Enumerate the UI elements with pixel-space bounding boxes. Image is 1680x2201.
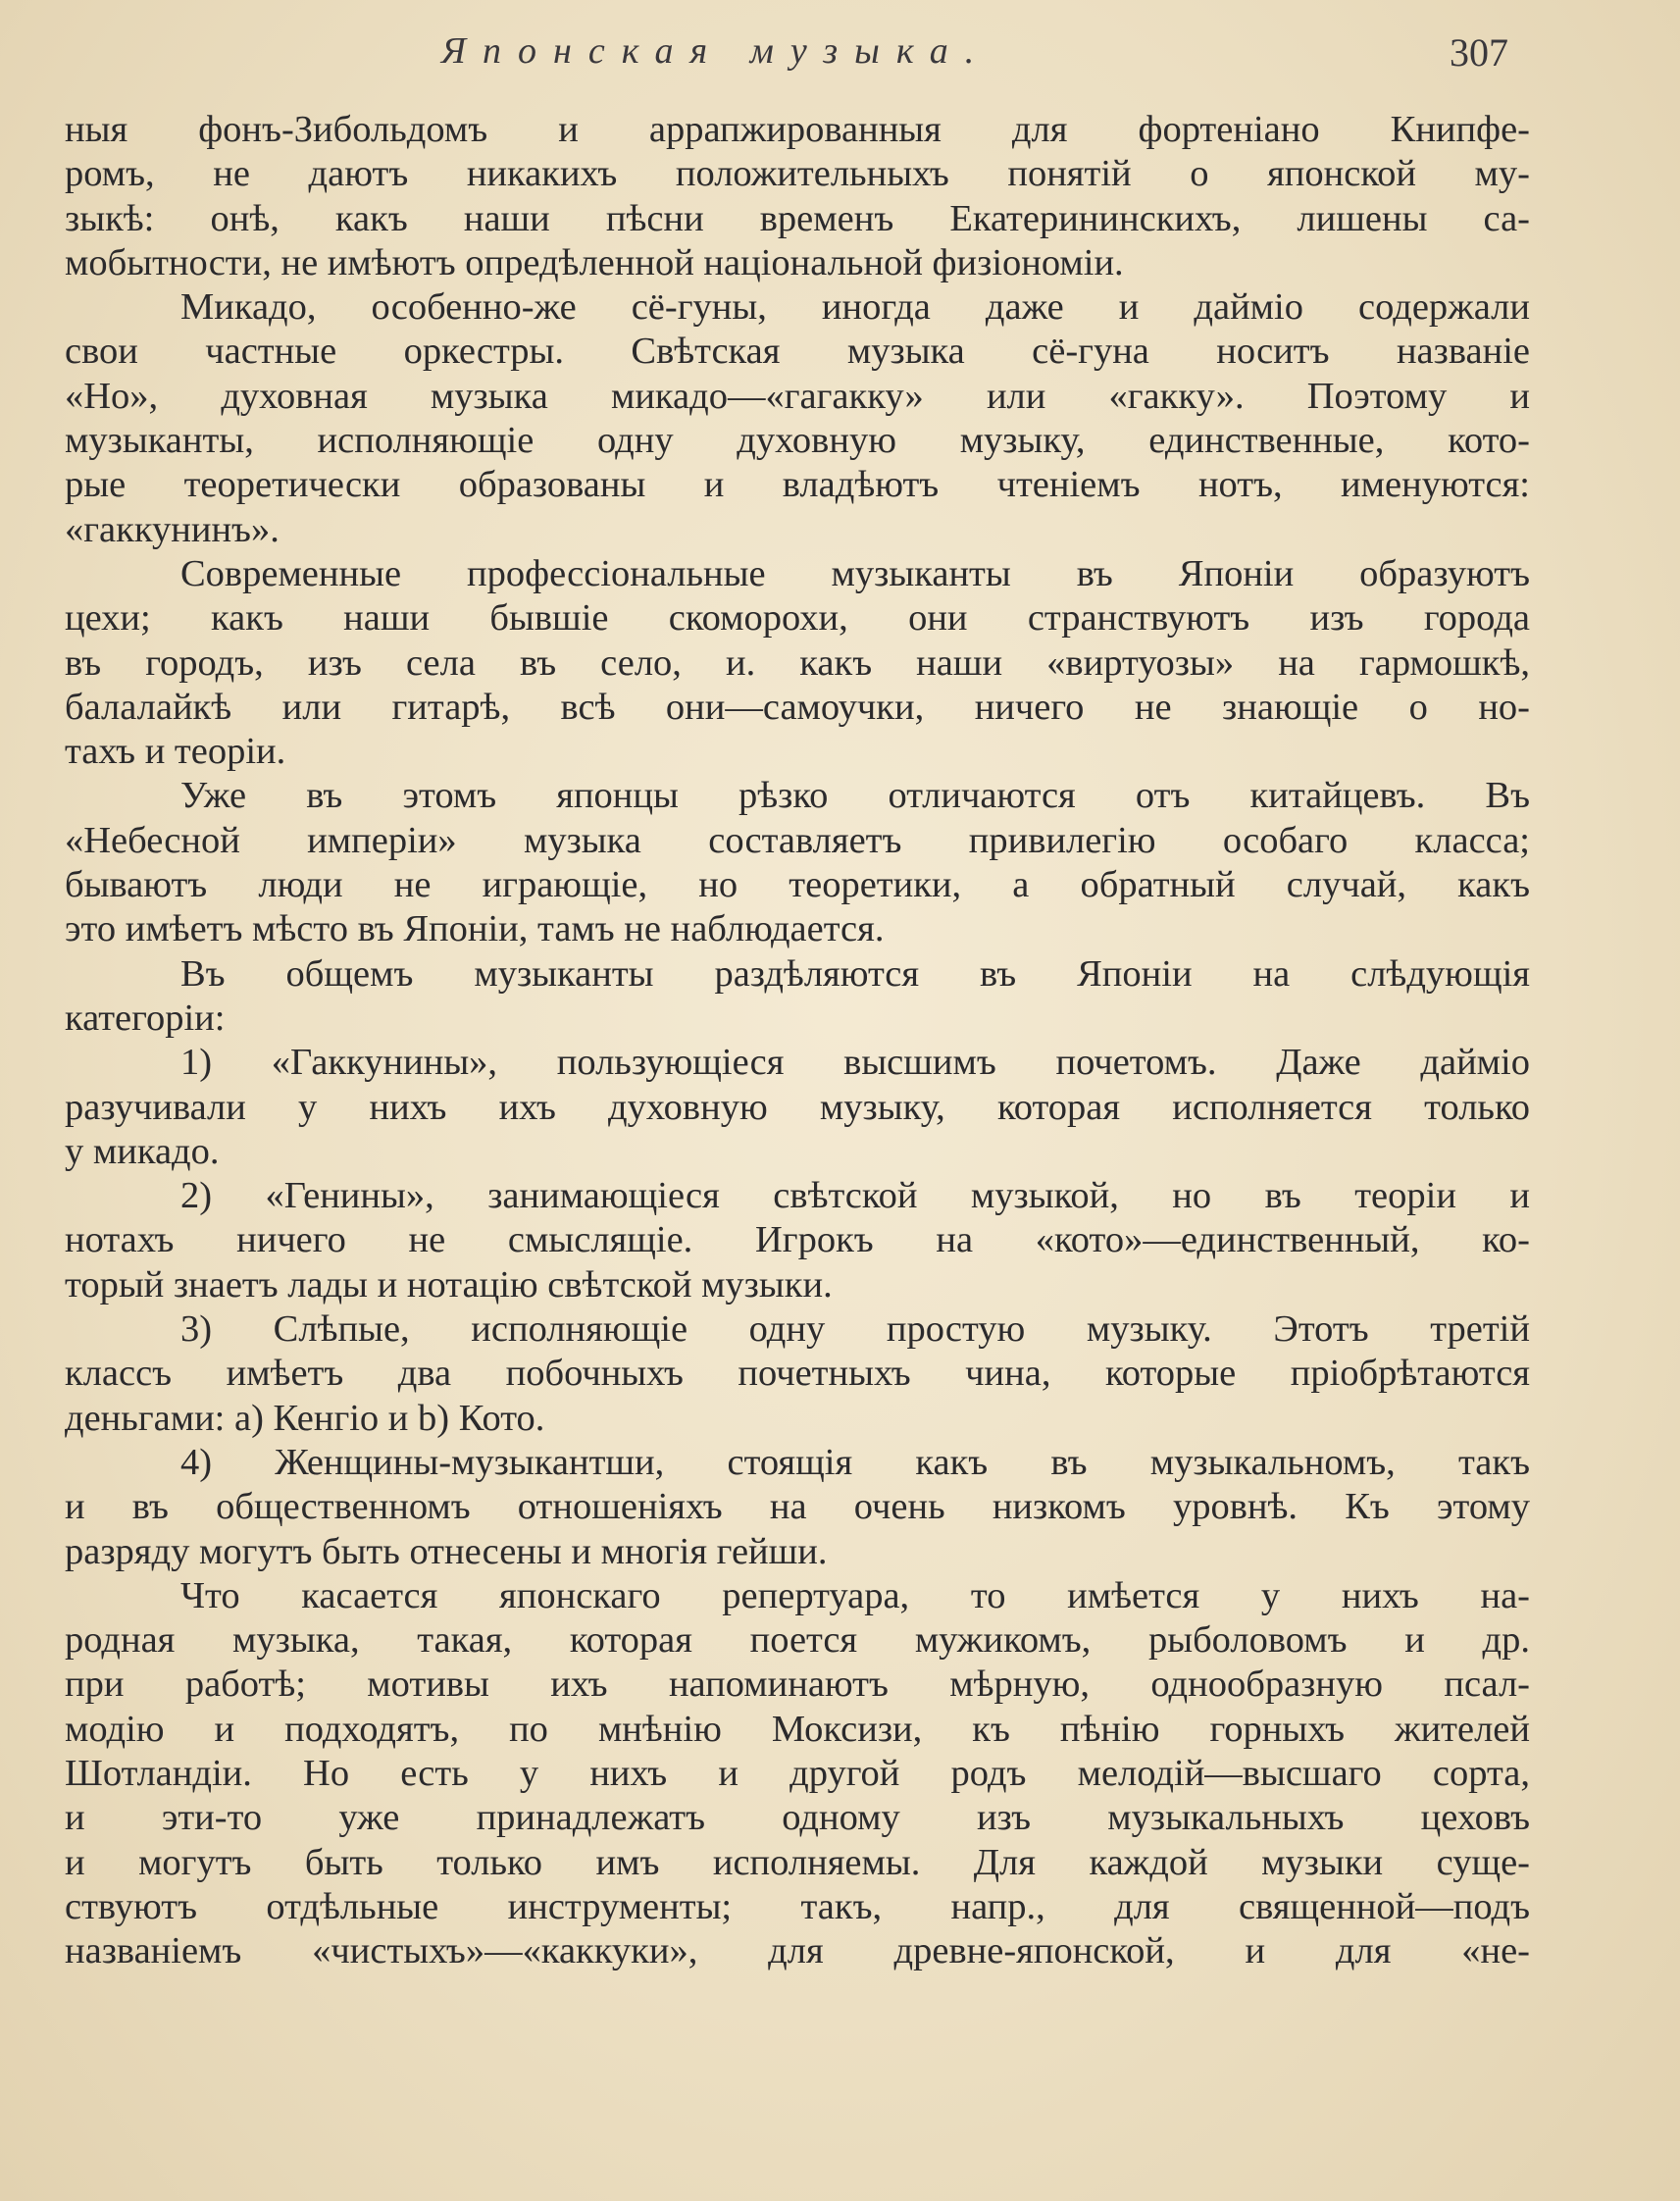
running-head-title: Японская музыка. (441, 30, 992, 72)
text-line: торый знаетъ лады и нотацію свѣтской музыки. (65, 1263, 833, 1305)
text-line: ныя фонъ-Зибольдомъ и аррапжированныя для фортеніано Книпфе- (65, 109, 1530, 150)
text-line: въ городъ, изъ села въ село, и. какъ наши «виртуозы» на гармошкѣ, (65, 641, 1530, 684)
text-line: 2) «Генины», занимающіеся свѣтской музыкой, но въ теоріи и (180, 1175, 1530, 1217)
text-line: и въ общественномъ отношеніяхъ на очень низкомъ уровнѣ. Къ этому (65, 1486, 1530, 1528)
text-line: свои частные оркестры. Свѣтская музыка сё-гуна носитъ названіе (65, 331, 1530, 373)
text-line: зыкѣ: онѣ, какъ наши пѣсни временъ Екатерининскихъ, лишены са- (65, 197, 1530, 239)
text-line: 4) Женщины-музыкантши, стоящія какъ въ музыкальномъ, такъ (180, 1441, 1530, 1483)
text-line: балалайкѣ или гитарѣ, всѣ они—самоучки, ничего не знающіе о но- (65, 686, 1530, 728)
text-line: рые теоретически образованы и владѣютъ чтеніемъ нотъ, именуются: (65, 464, 1530, 506)
text-line: и эти-то уже принадлежатъ одному изъ музыкальныхъ цеховъ (65, 1797, 1530, 1839)
text-line: ромъ, не даютъ никакихъ положительныхъ понятій о японской му- (65, 153, 1530, 195)
text-line: Шотландіи. Но есть у нихъ и другой родъ мелодій—высшаго сорта, (65, 1752, 1530, 1794)
text-line: Въ общемъ музыканты раздѣляются въ Японіи на слѣдующія (180, 952, 1530, 995)
text-line: «Небесной имперіи» музыка составляетъ привилегію особаго класса; (65, 819, 1530, 861)
page-number: 307 (1450, 30, 1508, 75)
text-line: это имѣетъ мѣсто въ Японіи, тамъ не наблюдается. (65, 908, 885, 950)
text-line: Что касается японскаго репертуара, то имѣется у нихъ на- (180, 1574, 1530, 1616)
text-line: и могутъ быть только имъ исполняемы. Для каждой музыки суще- (65, 1841, 1530, 1883)
body-text (65, 108, 1530, 1973)
text-line: классъ имѣетъ два побочныхъ почетныхъ чина, которые пріобрѣтаются (65, 1353, 1530, 1395)
text-line: тахъ и теоріи. (65, 731, 286, 773)
text-line: цехи; какъ наши бывшіе скоморохи, они странствуютъ изъ города (65, 597, 1530, 640)
text-line: деньгами: a) Кенгіо и b) Кото. (65, 1397, 545, 1439)
running-head (0, 29, 1680, 78)
text-line: бываютъ люди не играющіе, но теоретики, а обратный случай, какъ (65, 864, 1530, 906)
text-line: ствуютъ отдѣльные инструменты; такъ, напр., для священной—подъ (65, 1885, 1530, 1927)
text-line: Микадо, особенно-же сё-гуны, иногда даже и дайміо содержали (180, 286, 1530, 329)
text-line: Современные профессіональные музыканты въ Японіи образуютъ (180, 552, 1530, 594)
text-line: названіемъ «чистыхъ»—«каккуки», для древне-японской, и для «не- (65, 1930, 1530, 1972)
text-line: при работѣ; мотивы ихъ напоминаютъ мѣрную, однообразную псал- (65, 1664, 1530, 1706)
text-line: родная музыка, такая, которая поется мужикомъ, рыболовомъ и др. (65, 1619, 1530, 1662)
text-line: 3) Слѣпые, исполняющіе одну простую музыку. Этотъ третій (180, 1308, 1530, 1351)
text-line: разучивали у нихъ ихъ духовную музыку, которая исполняется только (65, 1086, 1530, 1128)
text-line: модію и подходятъ, по мнѣнію Моксизи, къ пѣнію горныхъ жителей (65, 1708, 1530, 1750)
text-line: категоріи: (65, 997, 226, 1039)
text-line: «Но», духовная музыка микадо—«гагакку» или «гакку». Поэтому и (65, 375, 1530, 417)
text-line: «гаккунинъ». (65, 508, 280, 550)
text-line: 1) «Гаккунины», пользующіеся высшимъ почетомъ. Даже дайміо (180, 1042, 1530, 1084)
text-line: мобытности, не имѣютъ опредѣленной національной физіономіи. (65, 241, 1124, 283)
text-line: нотахъ ничего не смыслящіе. Игрокъ на «кото»—единственный, ко- (65, 1219, 1530, 1261)
text-line: музыканты, исполняющіе одну духовную музыку, единственные, кото- (65, 420, 1530, 462)
text-line: Уже въ этомъ японцы рѣзко отличаются отъ китайцевъ. Въ (180, 775, 1530, 817)
text-line: разряду могутъ быть отнесены и многія гейши. (65, 1530, 828, 1572)
text-line: у микадо. (65, 1130, 220, 1172)
